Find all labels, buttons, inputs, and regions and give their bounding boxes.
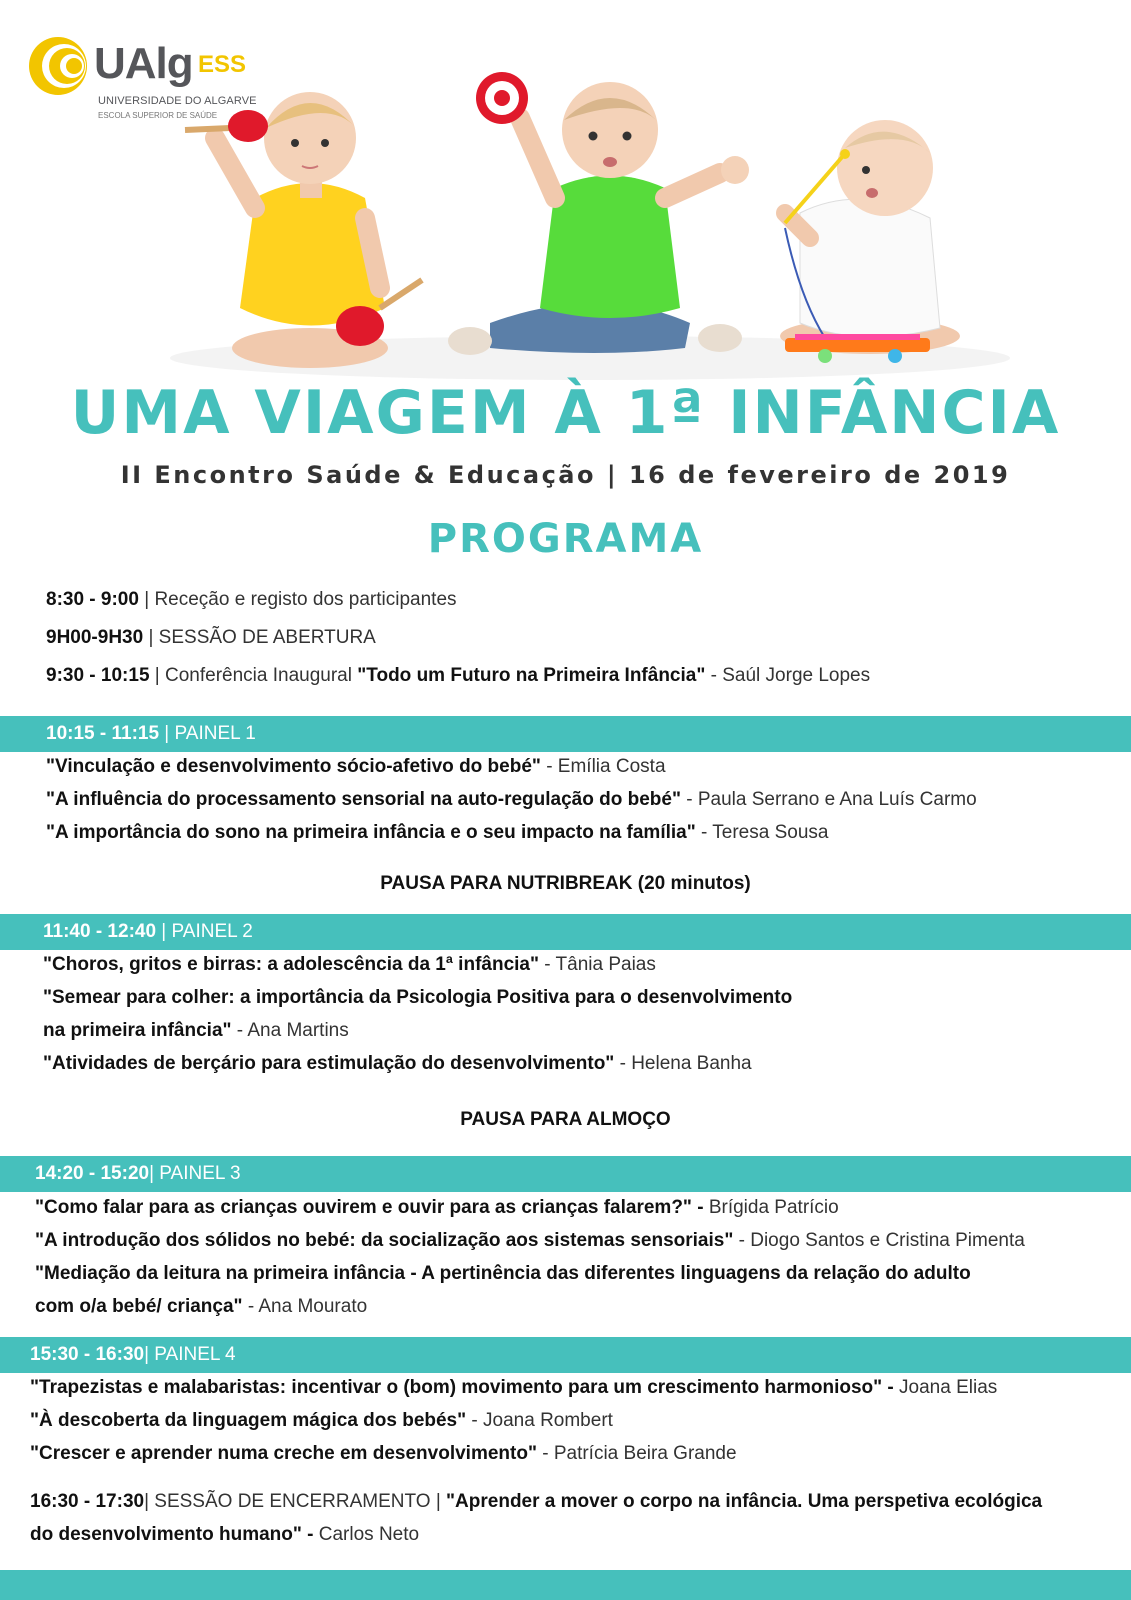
panel-2-talk: "Semear para colher: a importância da Psicologia Positiva para o desenvolvimento (43, 987, 793, 1008)
logo-ess-text: ESS (198, 51, 247, 78)
item-text: SESSÃO DE ABERTURA (158, 627, 376, 648)
break-nutribreak: PAUSA PARA NUTRIBREAK (20 minutos) (380, 873, 751, 894)
talk-title: "Todo um Futuro na Primeira Infância" (357, 665, 706, 686)
panel-2-label: 11:40 - 12:40 | PAINEL 2 (43, 921, 253, 942)
item-time: 16:30 - 17:30 (30, 1491, 145, 1512)
item-time: 9H00-9H30 (46, 627, 144, 648)
panel-1-talk: "Vinculação e desenvolvimento sócio-afetivo do bebé" - Emília Costa (46, 756, 666, 777)
panel-3-label: 14:20 - 15:20| PAINEL 3 (35, 1163, 241, 1184)
break-lunch: PAUSA PARA ALMOÇO (460, 1109, 671, 1130)
item-text: Receção e registo dos participantes (154, 589, 457, 610)
talk-title: "Aprender a mover o corpo na infância. Uma perspetiva ecológica (446, 1491, 1043, 1512)
panel-4-talk: "Crescer e aprender numa creche em desenvolvimento" - Patrícia Beira Grande (30, 1443, 737, 1464)
panel-1-label: 10:15 - 11:15 | PAINEL 1 (46, 723, 256, 744)
item-time: 9:30 - 10:15 (46, 665, 150, 686)
babies-illustration (160, 58, 1020, 388)
panel-3-talk-continued: com o/a bebé/ criança" - Ana Mourato (35, 1296, 368, 1317)
item-time: 8:30 - 9:00 (46, 589, 139, 610)
logo-school-text: ESCOLA SUPERIOR DE SAÚDE (98, 111, 218, 120)
panel-2-talk: "Atividades de berçário para estimulação do desenvolvimento" - Helena Banha (43, 1053, 752, 1074)
baby-green (448, 72, 749, 355)
panel-2-talk: "Choros, gritos e birras: a adolescência da 1ª infância" - Tânia Paias (43, 954, 656, 975)
logo-ualg-text: UAlg (94, 39, 193, 88)
panel-4-label: 15:30 - 16:30| PAINEL 4 (30, 1344, 236, 1365)
event-subtitle: II Encontro Saúde & Educação | 16 de fevereiro de 2019 (120, 461, 1011, 489)
schedule-item-inaugural-conference: 9:30 - 10:15 | Conferência Inaugural "Todo um Futuro na Primeira Infância" - Saúl Jorge Lopes (46, 665, 871, 686)
panel-1-talk: "A importância do sono na primeira infância e o seu impacto na família" - Teresa Sousa (46, 822, 829, 843)
speaker: - Saúl Jorge Lopes (705, 665, 871, 686)
program-heading: PROGRAMA (427, 516, 704, 562)
schedule-item-opening-session: 9H00-9H30 | SESSÃO DE ABERTURA (46, 627, 376, 648)
schedule-item-closing-continued: do desenvolvimento humano" - Carlos Neto (30, 1524, 420, 1545)
schedule-item-closing-session: 16:30 - 17:30| SESSÃO DE ENCERRAMENTO | "Aprender a mover o corpo na infância. Uma perspetiva ecológica (30, 1491, 1043, 1512)
logo-university-text: UNIVERSIDADE DO ALGARVE (98, 95, 257, 107)
panel-4-talk: "À descoberta da linguagem mágica dos bebés" - Joana Rombert (30, 1410, 613, 1431)
schedule-item-reception: 8:30 - 9:00 | Receção e registo dos participantes (46, 589, 457, 610)
panel-3-talk: "A introdução dos sólidos no bebé: da socialização aos sistemas sensoriais" - Diogo Santos e Cristina Pimenta (35, 1230, 1025, 1251)
panel-3-talk: "Como falar para as crianças ouvirem e ouvir para as crianças falarem?" - Brígida Patrício (35, 1197, 839, 1218)
speaker: Carlos Neto (313, 1524, 420, 1545)
footer-band (0, 1570, 1131, 1600)
baby-yellow (185, 92, 422, 368)
panel-3-talk: "Mediação da leitura na primeira infância - A pertinência das diferentes linguagens da relação do adulto (35, 1263, 971, 1284)
event-title: UMA VIAGEM À 1ª INFÂNCIA (70, 378, 1061, 448)
panel-1-talk: "A influência do processamento sensorial na auto-regulação do bebé" - Paula Serrano e Ana Luís Carmo (46, 789, 977, 810)
logo-mark-icon (28, 34, 92, 98)
panel-2-talk-continued: na primeira infância" - Ana Martins (43, 1020, 349, 1041)
panel-4-talk: "Trapezistas e malabaristas: incentivar o (bom) movimento para um crescimento harmonioso" - Joana Elias (30, 1377, 998, 1398)
baby-white (780, 120, 960, 363)
